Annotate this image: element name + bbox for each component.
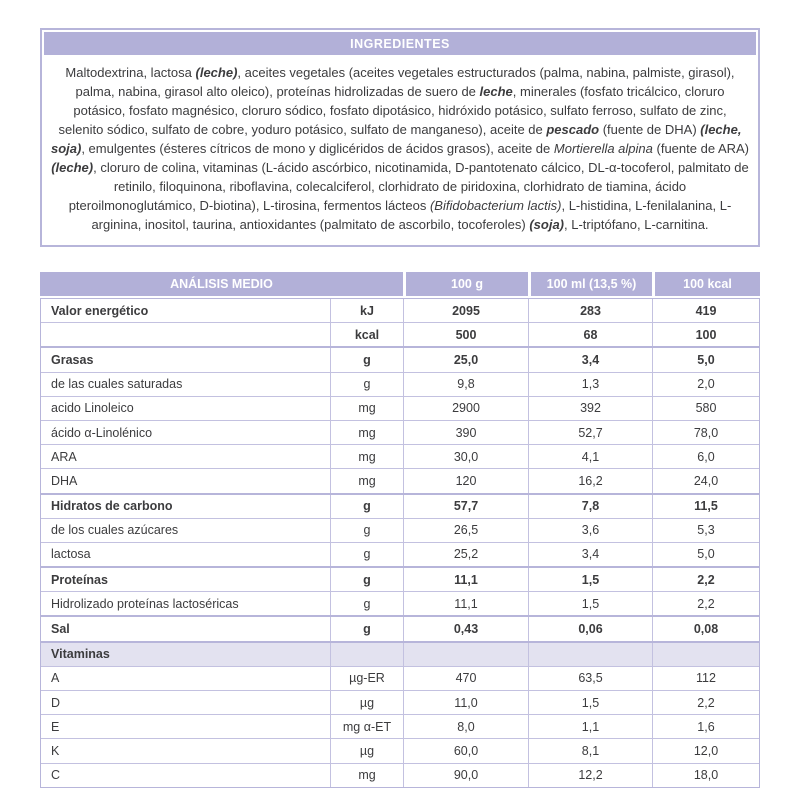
unit-cell: g [330,495,403,518]
value-100kcal-cell: 580 [652,397,759,420]
unit-cell: g [330,568,403,591]
ingredient-segment: (leche, soja) [50,122,742,156]
table-row [41,763,759,787]
value-100ml-cell: 12,2 [528,764,652,787]
row-label: ácido α-Linolénico [51,425,153,440]
ingredients-section [40,28,760,247]
ingredient-segment: (fuente de DHA) [599,122,701,137]
value-100ml-cell: 7,8 [528,495,652,518]
table-row [41,615,759,640]
unit-cell: g [330,373,403,396]
value-100ml-cell: 0,06 [528,617,652,640]
table-row [41,420,759,444]
value-100ml-cell: 3,4 [528,543,652,566]
value-100g-cell: 25,2 [403,543,528,566]
row-label: de los cuales azúcares [51,523,179,538]
table-row [41,372,759,396]
table-row [41,518,759,542]
unit-cell: g [330,348,403,371]
table-row [41,346,759,371]
unit-cell: g [330,617,403,640]
value-100g-cell: 90,0 [403,764,528,787]
row-label: Hidrolizado proteínas lactoséricas [51,596,239,611]
table-row [41,299,759,322]
row-label: ARA [51,449,77,464]
analysis-title-cell: ANÁLISIS MEDIO [40,272,403,296]
table-row [41,666,759,690]
value-100kcal-cell: 18,0 [652,764,759,787]
ingredient-segment: , L-histidina, L-fenilalanina, L-arginina, inositol, taurina, antioxidantes (palmitato de ascorbilo, tocoferoles) [91,198,732,232]
table-row [41,591,759,615]
ingredients-title-bar: INGREDIENTES [44,32,756,55]
value-100kcal-cell: 2,2 [652,568,759,591]
ingredient-segment: , L-triptófano, L-carnitina. [564,217,709,232]
row-label: Valor energético [51,303,149,318]
value-100ml-cell: 52,7 [528,421,652,444]
table-row [41,566,759,591]
value-100ml-cell: 68 [528,323,652,346]
value-100g-cell: 390 [403,421,528,444]
value-100g-cell: 2900 [403,397,528,420]
table-row [41,444,759,468]
value-100kcal-cell: 2,2 [652,691,759,714]
column-header-100g: 100 g [403,272,528,296]
value-100ml-cell: 8,1 [528,739,652,762]
value-100ml-cell: 1,5 [528,592,652,615]
analysis-table [40,272,760,788]
row-label: Grasas [51,352,94,367]
row-label: lactosa [51,547,91,562]
row-label: de las cuales saturadas [51,377,183,392]
value-100g-cell: 26,5 [403,519,528,542]
value-100kcal-cell: 2,0 [652,373,759,396]
value-100kcal-cell: 12,0 [652,739,759,762]
value-100kcal-cell: 419 [652,299,759,322]
row-label: Vitaminas [51,647,110,662]
value-100kcal-cell: 11,5 [652,495,759,518]
ingredient-segment: (Bifidobacterium lactis) [429,198,562,213]
value-100ml-cell: 1,1 [528,715,652,738]
value-100g-cell [403,643,528,666]
value-100g-cell: 11,1 [403,568,528,591]
value-100g-cell: 25,0 [403,348,528,371]
row-label: K [51,743,60,758]
value-100g-cell: 30,0 [403,445,528,468]
value-100ml-cell: 3,6 [528,519,652,542]
value-100g-cell: 500 [403,323,528,346]
value-100kcal-cell: 0,08 [652,617,759,640]
unit-cell: kJ [330,299,403,322]
value-100ml-cell: 1,5 [528,691,652,714]
table-row [41,542,759,566]
value-100ml-cell: 63,5 [528,667,652,690]
value-100kcal-cell [652,643,759,666]
value-100kcal-cell: 5,3 [652,519,759,542]
ingredient-segment: (leche) [195,65,238,80]
ingredient-segment: , aceites vegetales (aceites vegetales estructurados (palma, nabina, palmiste, girasol), palma, nabina, girasol alto oleico), proteínas hidrolizadas de suero de [75,65,735,99]
value-100g-cell: 57,7 [403,495,528,518]
unit-cell: g [330,592,403,615]
value-100g-cell: 0,43 [403,617,528,640]
value-100ml-cell [528,643,652,666]
row-label [41,323,330,346]
table-row [41,738,759,762]
row-label: A [51,671,60,686]
unit-cell: mg [330,445,403,468]
row-label: C [51,768,61,783]
unit-cell [330,643,403,666]
ingredient-segment: (fuente de ARA) [652,141,750,156]
value-100kcal-cell: 2,2 [652,592,759,615]
ingredients-text [44,55,756,243]
ingredient-segment: , minerales (fosfato tricálcico, cloruro potásico, fosfato magnésico, cloruro sódico, fosfato dipotásico, hidróxido potásico, sulfato ferroso, sulfato de zinc, selenito sódico, sulfato de cobre, yoduro potásico, sulfato de manganeso), aceite de [58,84,727,137]
row-label: acido Linoleico [51,401,134,416]
value-100ml-cell: 3,4 [528,348,652,371]
unit-cell: kcal [330,323,403,346]
column-header-100kcal: 100 kcal [652,272,760,296]
unit-cell: µg-ER [330,667,403,690]
table-row [41,468,759,492]
value-100g-cell: 11,0 [403,691,528,714]
unit-cell: g [330,519,403,542]
value-100ml-cell: 4,1 [528,445,652,468]
ingredient-segment: Mortierella alpina [553,141,653,156]
value-100g-cell: 9,8 [403,373,528,396]
table-row [41,493,759,518]
value-100g-cell: 60,0 [403,739,528,762]
value-100kcal-cell: 1,6 [652,715,759,738]
value-100kcal-cell: 6,0 [652,445,759,468]
unit-cell: mg [330,764,403,787]
table-row [41,396,759,420]
value-100g-cell: 8,0 [403,715,528,738]
ingredient-segment: leche [479,84,513,99]
value-100ml-cell: 16,2 [528,469,652,492]
ingredient-segment: Maltodextrina, lactosa [65,65,196,80]
row-label: Proteínas [51,572,108,587]
value-100ml-cell: 283 [528,299,652,322]
value-100g-cell: 470 [403,667,528,690]
value-100kcal-cell: 5,0 [652,543,759,566]
column-header-100ml: 100 ml (13,5 %) [528,272,652,296]
row-label: E [51,719,60,734]
value-100kcal-cell: 5,0 [652,348,759,371]
ingredient-segment: (soja) [529,217,565,232]
unit-cell: µg [330,739,403,762]
ingredient-segment: , emulgentes (ésteres cítricos de mono y diglicéridos de ácidos grasos), aceite de [81,141,554,156]
value-100kcal-cell: 112 [652,667,759,690]
value-100kcal-cell: 24,0 [652,469,759,492]
table-body [40,298,760,788]
value-100ml-cell: 1,3 [528,373,652,396]
row-label: D [51,695,61,710]
table-row [41,322,759,346]
unit-cell: mg [330,397,403,420]
unit-cell: mg [330,469,403,492]
value-100ml-cell: 392 [528,397,652,420]
unit-cell: mg [330,421,403,444]
table-row [41,641,759,666]
unit-cell: µg [330,691,403,714]
unit-cell: g [330,543,403,566]
value-100g-cell: 2095 [403,299,528,322]
value-100kcal-cell: 100 [652,323,759,346]
ingredient-segment: pescado [546,122,600,137]
table-header [40,272,760,296]
value-100ml-cell: 1,5 [528,568,652,591]
table-row [41,690,759,714]
value-100g-cell: 11,1 [403,592,528,615]
row-label: DHA [51,473,78,488]
unit-cell: mg α-ET [330,715,403,738]
ingredient-segment: , cloruro de colina, vitaminas (L-ácido ascórbico, nicotinamida, D-pantotenato cálcico, DL-α-tocoferol, palmitato de retinilo, filoquinona, riboflavina, colecalciferol, clorhidrato de piridoxina, clorhidrato de tiamina, ácido pteroilmonoglutámico, D-biotina), L-tirosina, fermentos lácteos [68,160,749,213]
value-100kcal-cell: 78,0 [652,421,759,444]
ingredient-segment: (leche) [51,160,94,175]
row-label: Sal [51,622,70,637]
value-100g-cell: 120 [403,469,528,492]
row-label: Hidratos de carbono [51,499,173,514]
table-row [41,714,759,738]
